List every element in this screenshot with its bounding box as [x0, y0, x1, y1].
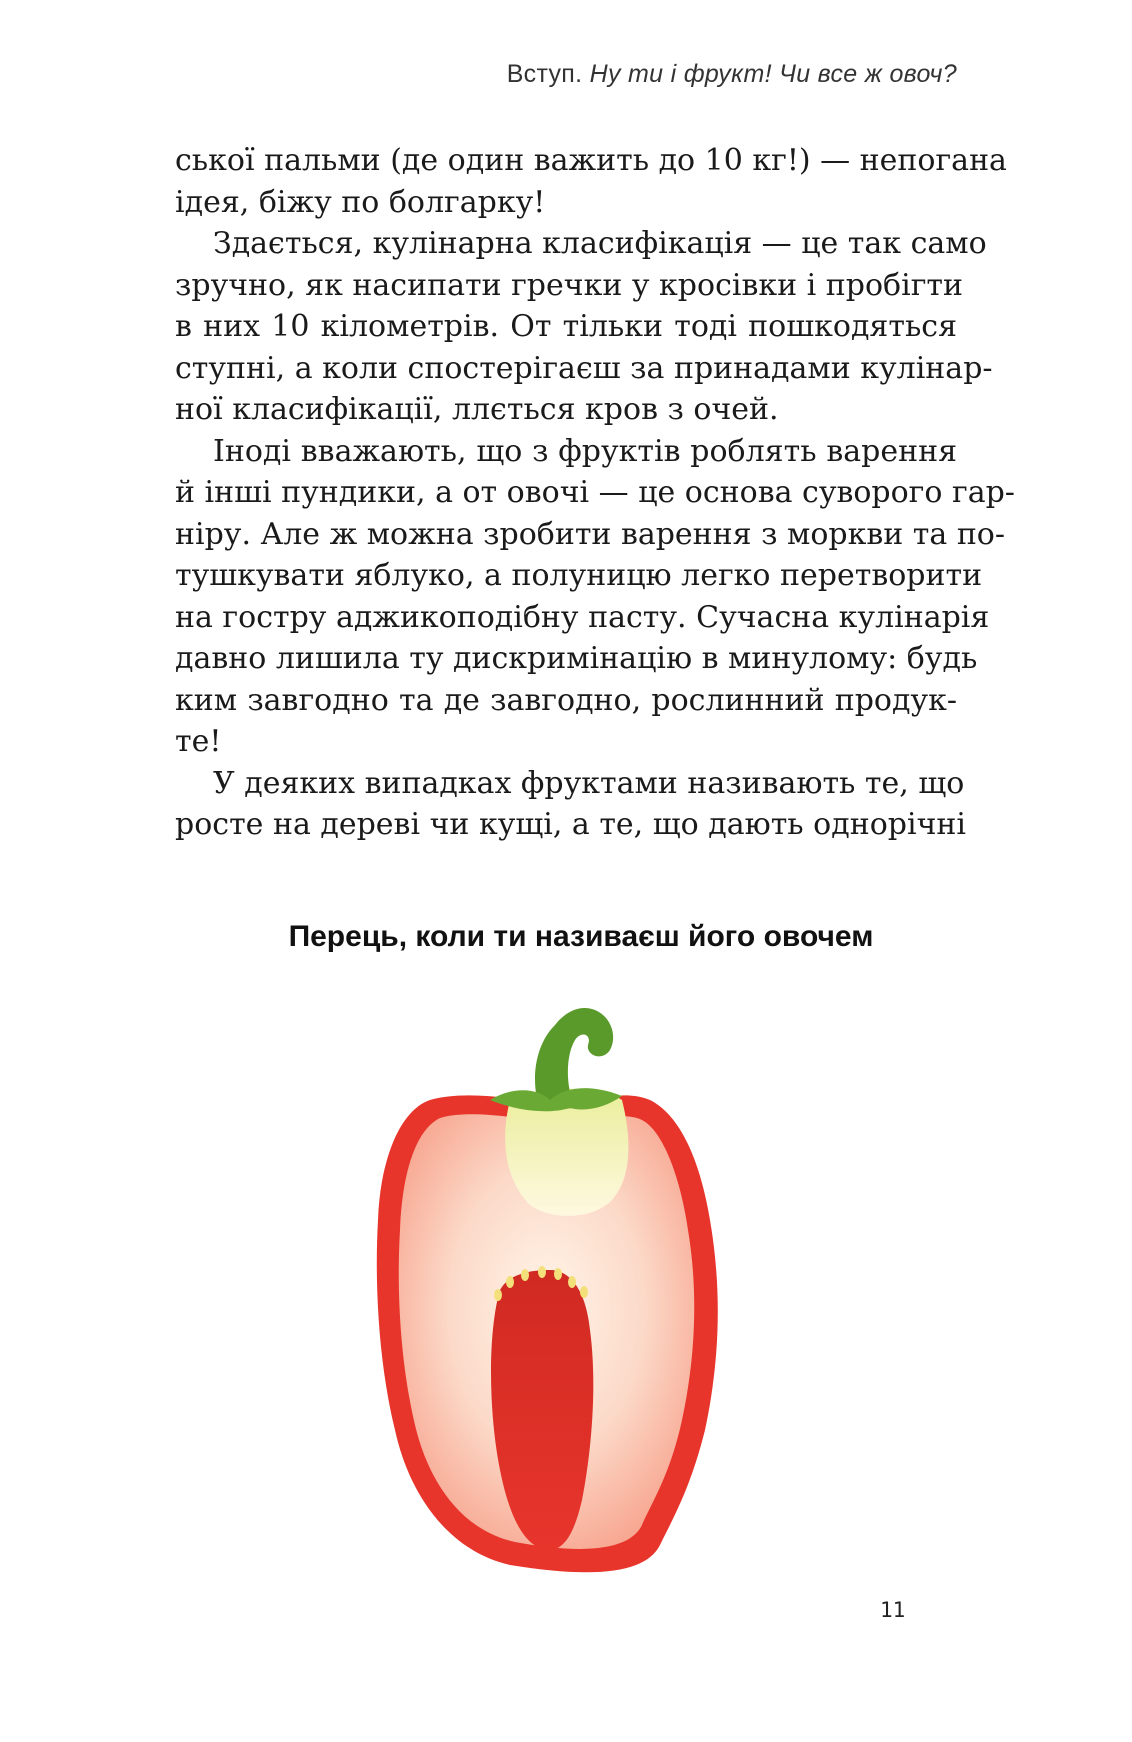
text-line: те!	[175, 724, 222, 759]
text-line: ким завгодно та де завгодно, рослинний продук-	[175, 682, 957, 718]
pepper-image	[360, 990, 780, 1580]
paragraph	[175, 431, 1015, 763]
text-line: тушкувати яблуко, а полуницю легко перетворити	[175, 558, 983, 593]
text-line: давно лишила ту дискримінацію в минулому: будь	[175, 641, 978, 676]
text-line: Іноді вважають, що з фруктів роблять варення	[213, 433, 957, 469]
text-line: в них 10 кілометрів. От тільки тоді пошкодяться	[175, 309, 957, 344]
text-line: ської пальми (де один важить до 10 кг!) — непогана	[175, 143, 1007, 178]
figure-caption: Перець, коли ти називаєш його овочем	[288, 920, 874, 953]
text-line: й інші пундики, а от овочі — це основа суворого гар-	[175, 475, 1015, 510]
pepper-stem	[490, 1008, 622, 1111]
text-line: ідея, біжу по болгарку!	[175, 184, 546, 220]
running-header	[507, 60, 957, 89]
page-number: 11	[880, 1598, 906, 1622]
text-line: ніру. Але ж можна зробити варення з моркви та по-	[175, 516, 1006, 552]
paragraph	[175, 763, 966, 846]
paragraph	[175, 140, 1007, 223]
text-line: ної класифікації, ллється кров з очей.	[175, 392, 779, 427]
text-line: У деяких випадках фруктами називають те, що	[213, 765, 965, 801]
body-text	[175, 140, 1015, 846]
text-line: ступні, а коли спостерігаєш за принадами кулінар-	[175, 350, 993, 386]
text-line: зручно, як насипати гречки у кросівки і пробігти	[175, 267, 963, 303]
header-section: Вступ.	[506, 60, 583, 88]
header-title: Ну ти і фрукт! Чи все ж овоч?	[589, 60, 957, 88]
text-line: на гостру аджикоподібну пасту. Сучасна кулінарія	[175, 599, 990, 635]
text-line: Здається, кулінарна класифікація — це так само	[213, 226, 987, 261]
text-line: росте на дереві чи кущі, а те, що дають однорічні	[175, 807, 966, 842]
paragraph	[175, 223, 993, 431]
